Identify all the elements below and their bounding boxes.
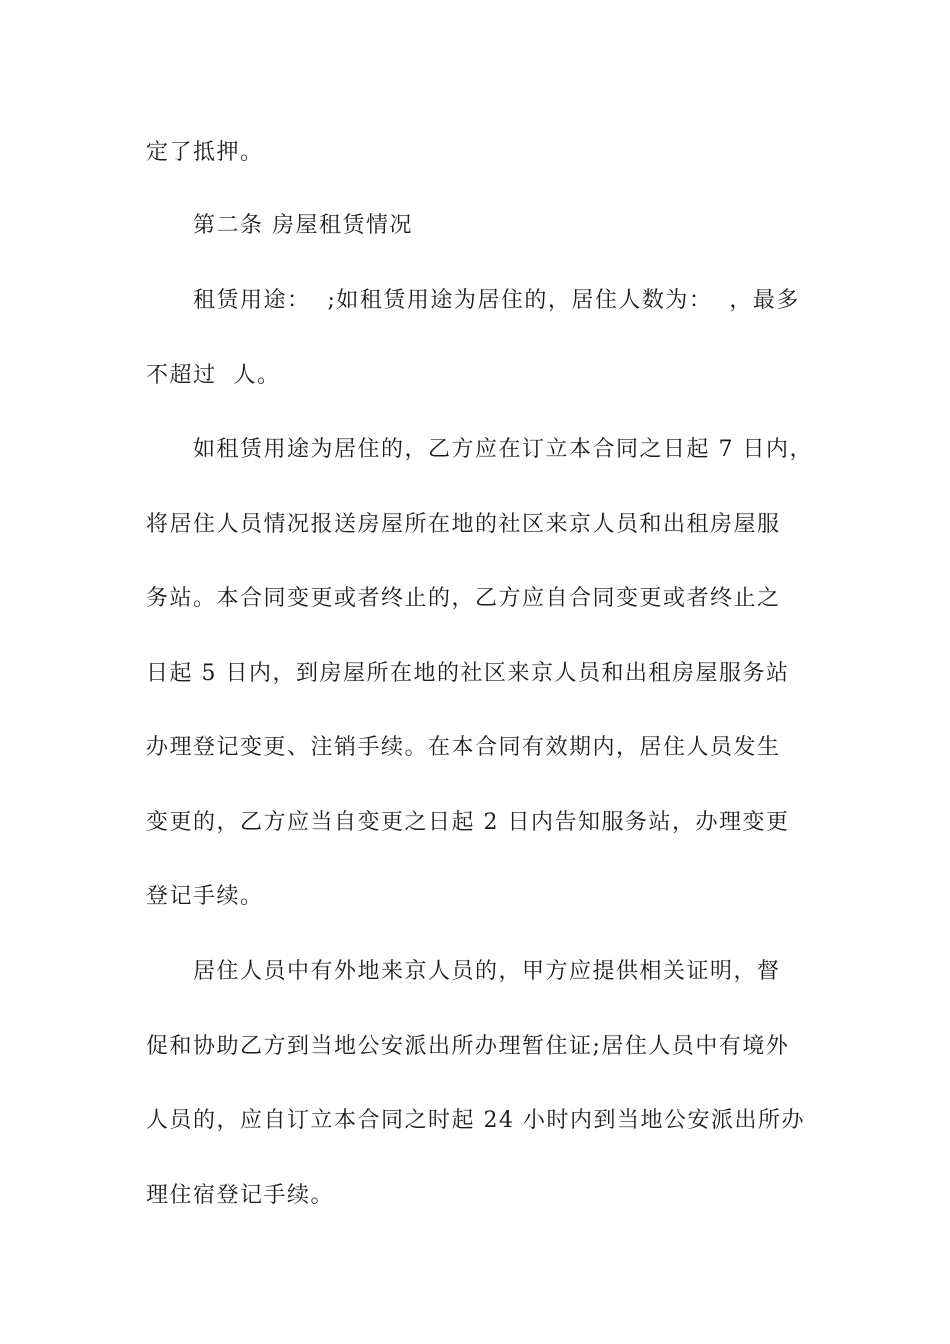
text-line: 务站。本合同变更或者终止的，乙方应自合同变更或者终止之 (146, 586, 781, 611)
text-line: 居住人员中有外地来京人员的，甲方应提供相关证明，督 (193, 959, 781, 984)
text-line: 不超过 人。 (146, 363, 281, 388)
text-line: 租赁用途： ;如租赁用途为居住的，居住人数为： ，最多 (193, 288, 800, 313)
text-line: 变更的，乙方应当自变更之日起 2 日内告知服务站，办理变更 (146, 810, 790, 835)
text-line: 定了抵押。 (146, 140, 264, 165)
text-line: 人员的，应自订立本合同之时起 24 小时内到当地公安派出所办 (146, 1108, 805, 1133)
text-line: 日起 5 日内，到房屋所在地的社区来京人员和出租房屋服务站 (146, 661, 790, 686)
text-line: 理住宿登记手续。 (146, 1183, 335, 1208)
text-line: 办理登记变更、注销手续。在本合同有效期内，居住人员发生 (146, 735, 781, 760)
text-line: 登记手续。 (146, 884, 264, 909)
text-line: 促和协助乙方到当地公安派出所办理暂住证;居住人员中有境外 (146, 1034, 790, 1059)
text-line: 如租赁用途为居住的，乙方应在订立本合同之日起 7 日内， (193, 437, 813, 462)
text-line: 将居住人员情况报送房屋所在地的社区来京人员和出租房屋服 (146, 512, 781, 537)
section-heading: 第二条 房屋租赁情况 (193, 213, 413, 238)
